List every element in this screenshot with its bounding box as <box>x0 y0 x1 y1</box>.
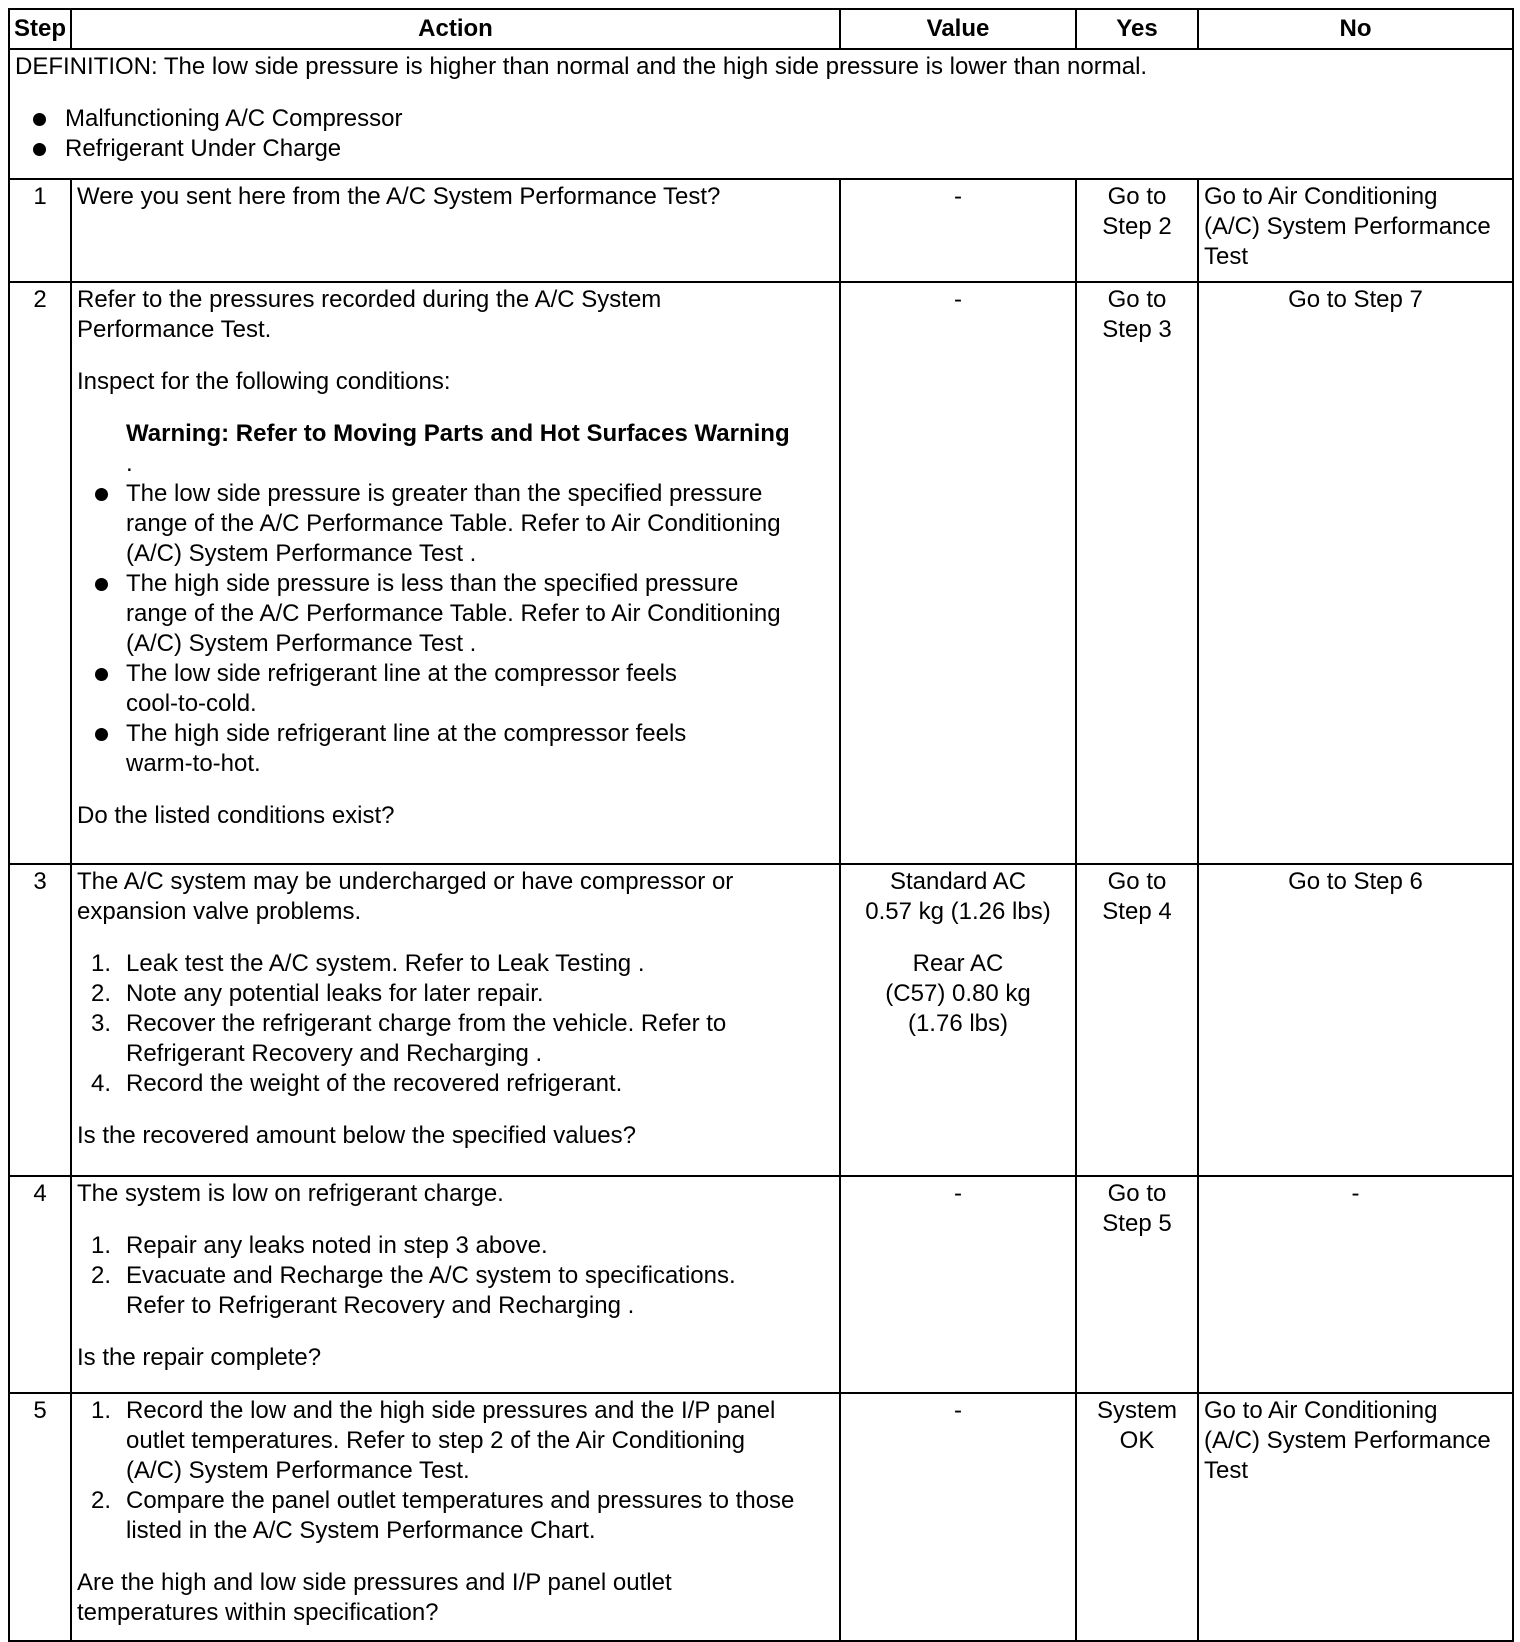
no-link[interactable]: Go to Air Conditioning (A/C) System Performance Test <box>1204 183 1491 270</box>
value-rear: Rear AC (C57) 0.80 kg (1.76 lbs) <box>885 950 1031 1037</box>
step-list <box>77 1396 834 1546</box>
value-cell: - <box>840 282 1076 864</box>
header-step: Step <box>9 9 71 49</box>
action-question: Were you sent here from the A/C System Performance Test? <box>77 183 721 210</box>
action-question: Do the listed conditions exist? <box>77 802 395 829</box>
condition-item: The high side pressure is less than the specified pressure range of the A/C Performance Table. Refer to Air Conditioning (A/C) System Performance Test . <box>91 569 834 659</box>
header-action: Action <box>71 9 840 49</box>
yes-link[interactable]: Go to Step 4 <box>1102 868 1172 925</box>
action-intro: The system is low on refrigerant charge. <box>77 1180 504 1207</box>
action-intro: The A/C system may be undercharged or have compressor or expansion valve problems. <box>77 868 734 925</box>
yes-link[interactable]: Go to Step 2 <box>1102 183 1172 240</box>
step-number: 2 <box>9 282 71 864</box>
cause-item: Malfunctioning A/C Compressor <box>33 104 1507 134</box>
list-item: 1. Record the low and the high side pressures and the I/P panel outlet temperatures. Refer to step 2 of the Air Conditioning (A/C) System Performance Test. <box>91 1397 776 1484</box>
action-cell <box>71 864 840 1176</box>
definition-cell <box>9 49 1513 179</box>
list-item: 2. Evacuate and Recharge the A/C system to specifications. Refer to Refrigerant Recovery and Recharging . <box>91 1262 736 1319</box>
header-no: No <box>1198 9 1513 49</box>
action-cell <box>71 179 840 282</box>
table-row-step-1 <box>9 179 1513 282</box>
no-cell <box>1198 1393 1513 1641</box>
header-value: Value <box>840 9 1076 49</box>
warning-tail: . <box>126 450 133 477</box>
list-item: 1. Leak test the A/C system. Refer to Leak Testing . <box>91 950 645 977</box>
definition-row <box>9 49 1513 179</box>
action-cell <box>71 1176 840 1393</box>
no-cell <box>1198 864 1513 1176</box>
cause-list <box>15 104 1507 164</box>
value-standard: Standard AC 0.57 kg (1.26 lbs) <box>865 868 1051 925</box>
yes-cell <box>1076 864 1198 1176</box>
condition-item: The high side refrigerant line at the compressor feels warm-to-hot. <box>91 719 834 779</box>
no-cell <box>1198 282 1513 864</box>
action-cell <box>71 282 840 864</box>
yes-cell <box>1076 282 1198 864</box>
table-row-step-5 <box>9 1393 1513 1641</box>
header-yes: Yes <box>1076 9 1198 49</box>
condition-item: The low side refrigerant line at the compressor feels cool-to-cold. <box>91 659 834 719</box>
action-question: Is the repair complete? <box>77 1344 322 1371</box>
step-list <box>77 1231 834 1321</box>
value-cell <box>840 864 1076 1176</box>
condition-item: The low side pressure is greater than the specified pressure range of the A/C Performance Table. Refer to Air Conditioning (A/C) System Performance Test . <box>91 479 834 569</box>
yes-link[interactable]: Go to Step 3 <box>1102 286 1172 343</box>
action-question: Are the high and low side pressures and I/P panel outlet temperatures within specification? <box>77 1569 672 1626</box>
cause-item: Refrigerant Under Charge <box>33 134 1507 164</box>
yes-cell <box>1076 1176 1198 1393</box>
yes-link[interactable]: System OK <box>1096 1397 1177 1454</box>
no-link[interactable]: Go to Air Conditioning (A/C) System Performance Test <box>1204 1397 1491 1484</box>
list-item: 1. Repair any leaks noted in step 3 above. <box>91 1232 548 1259</box>
step-list <box>77 949 834 1099</box>
action-question: Is the recovered amount below the specified values? <box>77 1122 636 1149</box>
no-link[interactable]: Go to Step 6 <box>1288 868 1423 895</box>
yes-link[interactable]: Go to Step 5 <box>1102 1180 1172 1237</box>
no-cell: - <box>1198 1176 1513 1393</box>
warning-text: Warning: Refer to Moving Parts and Hot Surfaces Warning <box>126 420 790 447</box>
action-cell <box>71 1393 840 1641</box>
step-number: 1 <box>9 179 71 282</box>
no-link[interactable]: Go to Step 7 <box>1288 286 1423 313</box>
list-item: 2. Compare the panel outlet temperatures and pressures to those listed in the A/C System Performance Chart. <box>91 1487 795 1544</box>
value-cell: - <box>840 1393 1076 1641</box>
step-number: 4 <box>9 1176 71 1393</box>
step-number: 5 <box>9 1393 71 1641</box>
no-cell <box>1198 179 1513 282</box>
list-item: 3. Recover the refrigerant charge from the vehicle. Refer to Refrigerant Recovery and Recharging . <box>91 1010 727 1067</box>
yes-cell <box>1076 1393 1198 1641</box>
action-inspect: Inspect for the following conditions: <box>77 368 451 395</box>
value-cell: - <box>840 1176 1076 1393</box>
step-number: 3 <box>9 864 71 1176</box>
condition-list <box>77 479 834 779</box>
diagnostic-table <box>8 8 1514 1642</box>
list-item: 4. Record the weight of the recovered refrigerant. <box>91 1070 623 1097</box>
header-row <box>9 9 1513 49</box>
yes-cell <box>1076 179 1198 282</box>
table-row-step-4 <box>9 1176 1513 1393</box>
table-row-step-2 <box>9 282 1513 864</box>
table-row-step-3 <box>9 864 1513 1176</box>
value-cell: - <box>840 179 1076 282</box>
action-intro: Refer to the pressures recorded during the A/C System Performance Test. <box>77 286 662 343</box>
definition-text: DEFINITION: The low side pressure is higher than normal and the high side pressure is lower than normal. <box>15 53 1148 80</box>
list-item: 2. Note any potential leaks for later repair. <box>91 980 544 1007</box>
